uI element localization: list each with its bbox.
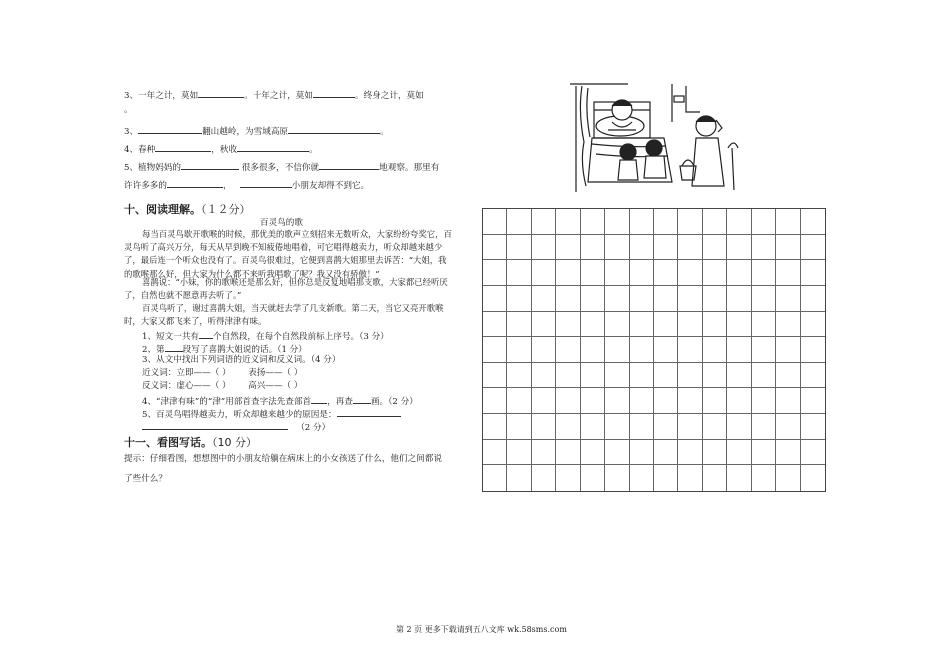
grid-cell[interactable] [581,235,605,261]
question-text: 画。（2 分） [370,397,418,407]
question-text: 段写了喜鹊大姐说的话。（1 分） [182,345,307,355]
fill-text: 。 [380,127,389,137]
fill-text: 。 [309,145,318,155]
grid-cell[interactable] [556,465,580,491]
blank-field[interactable] [167,178,223,188]
fill-text: 5、植物妈妈的 [124,163,182,173]
grid-cell[interactable] [507,388,531,414]
grid-cell[interactable] [532,235,556,261]
grid-cell[interactable] [483,286,507,312]
grid-cell[interactable] [727,209,751,235]
hint-line-2: 了些什么？ [124,474,167,484]
grid-cell[interactable] [605,286,629,312]
grid-cell[interactable] [556,337,580,363]
question-5 [142,407,401,421]
grid-cell[interactable] [630,414,654,440]
grid-cell[interactable] [678,388,702,414]
grid-cell[interactable] [801,337,825,363]
grid-cell[interactable] [630,312,654,338]
section-score: （１２分） [201,203,251,216]
question-text: 1、短文一共有 [142,332,200,342]
grid-cell[interactable] [532,414,556,440]
grid-cell[interactable] [630,337,654,363]
grid-cell[interactable] [605,414,629,440]
grid-cell[interactable] [605,235,629,261]
synonym-item: 表扬——（ ） [248,368,303,378]
section-score: （10 分） [212,436,257,449]
section-11-heading [124,434,257,450]
antonym-line [142,381,302,392]
grid-cell[interactable] [605,337,629,363]
fill-text: 小朋友却得不到它。 [291,181,370,191]
blank-field[interactable] [165,342,183,352]
grid-cell[interactable] [556,440,580,466]
grid-cell[interactable] [483,440,507,466]
grid-cell[interactable] [678,209,702,235]
grid-cell[interactable] [581,363,605,389]
fill-line-5 [124,178,369,192]
grid-cell[interactable] [605,312,629,338]
grid-cell[interactable] [532,209,556,235]
grid-cell[interactable] [703,465,727,491]
grid-cell[interactable] [483,312,507,338]
blank-field[interactable] [288,124,380,134]
grid-cell[interactable] [483,209,507,235]
grid-cell[interactable] [776,312,800,338]
grid-cell[interactable] [532,465,556,491]
grid-cell[interactable] [727,337,751,363]
grid-cell[interactable] [507,465,531,491]
grid-cell[interactable] [801,260,825,286]
grid-cell[interactable] [483,235,507,261]
grid-cell[interactable] [483,260,507,286]
grid-cell[interactable] [776,209,800,235]
grid-cell[interactable] [703,312,727,338]
section-title: 十、阅读理解。 [124,203,201,216]
grid-cell[interactable] [727,235,751,261]
blank-field[interactable] [337,407,401,417]
grid-cell[interactable] [507,209,531,235]
fill-text: ， [222,181,232,191]
blank-field[interactable] [237,142,309,152]
grid-cell[interactable] [727,388,751,414]
grid-cell[interactable] [776,414,800,440]
grid-cell[interactable] [605,363,629,389]
grid-cell[interactable] [630,465,654,491]
grid-cell[interactable] [776,388,800,414]
grid-cell[interactable] [776,260,800,286]
section-title: 十一、看图写话。 [124,436,212,449]
grid-cell[interactable] [581,286,605,312]
question-text: 5、百灵鸟唱得越卖力，听众却越来越少的原因是： [142,410,337,420]
grid-cell[interactable] [556,414,580,440]
antonym-item: 反义词：虚心——（ ） [142,381,231,391]
grid-cell[interactable] [507,440,531,466]
grid-cell[interactable] [678,363,702,389]
story-title: 百灵鸟的歌 [260,218,303,228]
blank-field[interactable] [138,124,202,134]
page-footer: 第 2 页 更多下载请到五八文库 wk.58sms.com [396,625,567,634]
grid-cell[interactable] [752,312,776,338]
synonym-item: 近义词：立即——（ ） [142,368,231,378]
fill-text: ，秋收 [211,145,238,155]
grid-cell[interactable] [532,260,556,286]
grid-cell[interactable] [556,388,580,414]
grid-cell[interactable] [532,363,556,389]
blank-field[interactable] [142,420,288,430]
grid-cell[interactable] [581,312,605,338]
grid-cell[interactable] [703,235,727,261]
question-4 [142,394,418,408]
grid-cell[interactable] [752,260,776,286]
fill-text: 4、春种 [124,145,156,155]
grid-cell[interactable] [654,312,678,338]
grid-cell[interactable] [752,235,776,261]
question-3: 3、从文中找出下列词语的近义词和反义词。（4 分） [142,355,341,365]
grid-cell[interactable] [776,363,800,389]
question-1 [142,329,389,343]
fill-text: 许许多多的 [124,181,167,191]
grid-cell[interactable] [581,260,605,286]
grid-cell[interactable] [654,414,678,440]
grid-cell[interactable] [581,465,605,491]
grid-cell[interactable] [654,465,678,491]
grid-cell[interactable] [654,260,678,286]
grid-cell[interactable] [605,260,629,286]
grid-cell[interactable] [776,337,800,363]
grid-cell[interactable] [678,312,702,338]
grid-cell[interactable] [556,363,580,389]
writing-grid-cells[interactable] [482,208,826,492]
fill-text: 。终身之计，莫如 [354,91,424,101]
blank-field[interactable] [311,394,327,404]
fill-text: 3、 [124,127,139,137]
synonym-line [142,368,302,379]
grid-cell[interactable] [654,388,678,414]
grid-cell[interactable] [703,363,727,389]
story-paragraph-2: 喜鹊说：“小妹，你的歌喉还是那么好，但你总是反复地唱那支歌，大家都已经听厌了，自然也就不愿意再去听了。” [124,277,448,301]
antonym-item: 高兴——（ ） [248,381,303,391]
story-paragraph-1: 每当百灵鸟歇开歌喉的时候，那优美的歌声立刻招来无数听众，大家纷纷夸奖它，百灵鸟听了高兴万分，每天从早到晚不知疲倦地唱着，可它唱得越卖力，听众却越来越少了，最后连一个听众也没有了。百灵鸟很难过，它便到喜鹊大姐那里去诉苦：“大姐，我的歌喉那么好，但大家为什么都不来听我唱歌了呢？我又没有骄傲！” [124,229,452,279]
grid-cell[interactable] [532,286,556,312]
blank-field[interactable] [198,88,244,98]
grid-cell[interactable] [507,312,531,338]
blank-field[interactable] [353,394,371,404]
grid-cell[interactable] [507,235,531,261]
grid-cell[interactable] [752,286,776,312]
grid-cell[interactable] [703,337,727,363]
grid-cell[interactable] [752,363,776,389]
grid-cell[interactable] [581,337,605,363]
grid-cell[interactable] [678,414,702,440]
question-text: ，再查 [327,397,353,407]
grid-cell[interactable] [581,388,605,414]
grid-cell[interactable] [752,465,776,491]
grid-cell[interactable] [727,363,751,389]
grid-cell[interactable] [678,260,702,286]
grid-cell[interactable] [752,388,776,414]
grid-cell[interactable] [556,312,580,338]
grid-cell[interactable] [727,260,751,286]
fill-line-4 [124,160,439,174]
fill-text: 翻山越岭，为雪域高原 [202,127,289,137]
grid-cell[interactable] [678,286,702,312]
grid-cell[interactable] [507,260,531,286]
grid-cell[interactable] [507,363,531,389]
grid-cell[interactable] [678,235,702,261]
question-score: （2 分） [296,423,331,433]
grid-cell[interactable] [532,312,556,338]
grid-cell[interactable] [507,337,531,363]
grid-cell[interactable] [752,414,776,440]
grid-cell[interactable] [727,440,751,466]
grid-cell[interactable] [654,286,678,312]
hint-line-1: 提示：仔细看图，想想图中的小朋友给躺在病床上的小女孩送了什么，他们之间都说 [124,454,442,464]
grid-cell[interactable] [581,440,605,466]
grid-cell[interactable] [556,286,580,312]
grid-cell[interactable] [801,465,825,491]
question-text: 4、“津津有味”的“津”用部首查字法先查部首 [142,397,312,407]
story-paragraph-3: 百灵鸟听了，谢过喜鹊大姐，当天就赶去学了几支新歌。第二天，当它又亮开歌喉时，大家又都飞来了，听得津津有味。 [124,303,444,327]
grid-cell[interactable] [678,465,702,491]
blank-field[interactable] [240,178,292,188]
grid-cell[interactable] [483,465,507,491]
grid-cell[interactable] [801,235,825,261]
blank-field[interactable] [155,142,211,152]
grid-cell[interactable] [654,337,678,363]
section-10-heading [124,201,251,217]
grid-cell[interactable] [703,286,727,312]
grid-cell[interactable] [752,440,776,466]
grid-cell[interactable] [776,440,800,466]
grid-cell[interactable] [727,286,751,312]
grid-cell[interactable] [483,337,507,363]
grid-cell[interactable] [605,388,629,414]
grid-cell[interactable] [654,440,678,466]
grid-cell[interactable] [532,440,556,466]
grid-cell[interactable] [556,209,580,235]
grid-cell[interactable] [703,388,727,414]
grid-cell[interactable] [630,363,654,389]
grid-cell[interactable] [801,312,825,338]
grid-cell[interactable] [630,388,654,414]
grid-cell[interactable] [703,414,727,440]
grid-cell[interactable] [630,235,654,261]
question-2 [142,342,307,356]
grid-cell[interactable] [630,286,654,312]
blank-field[interactable] [199,329,213,339]
grid-cell[interactable] [556,260,580,286]
grid-cell[interactable] [605,465,629,491]
grid-cell[interactable] [605,209,629,235]
grid-cell[interactable] [727,414,751,440]
grid-cell[interactable] [752,209,776,235]
grid-cell[interactable] [752,337,776,363]
grid-cell[interactable] [654,363,678,389]
blank-field[interactable] [313,88,355,98]
fill-text: 很多很多，不信你就 [241,163,320,173]
grid-cell[interactable] [581,209,605,235]
fill-text: 。十年之计，莫如 [244,91,313,101]
grid-cell[interactable] [532,337,556,363]
grid-cell[interactable] [703,209,727,235]
grid-cell[interactable] [605,440,629,466]
fill-line-1 [124,88,424,102]
grid-cell[interactable] [483,414,507,440]
grid-cell[interactable] [556,235,580,261]
grid-cell[interactable] [630,209,654,235]
grid-cell[interactable] [727,465,751,491]
grid-cell[interactable] [776,465,800,491]
fill-line-3 [124,142,318,156]
blank-field[interactable] [319,160,379,170]
grid-cell[interactable] [727,312,751,338]
fill-line-2 [124,124,389,138]
grid-cell[interactable] [678,440,702,466]
grid-cell[interactable] [801,286,825,312]
grid-cell[interactable] [776,235,800,261]
grid-cell[interactable] [776,286,800,312]
grid-cell[interactable] [801,363,825,389]
grid-cell[interactable] [630,440,654,466]
sick-girl-visit-illustration [568,82,746,194]
grid-cell[interactable] [654,235,678,261]
grid-cell[interactable] [507,414,531,440]
grid-cell[interactable] [801,388,825,414]
fill-line-1-tail: 。 [124,105,133,115]
grid-cell[interactable] [801,414,825,440]
question-text: 个自然段，在每个自然段前标上序号。（3 分） [213,332,389,342]
grid-cell[interactable] [801,440,825,466]
grid-cell[interactable] [654,209,678,235]
grid-cell[interactable] [532,388,556,414]
grid-cell[interactable] [678,337,702,363]
grid-cell[interactable] [581,414,605,440]
writing-grid[interactable] [482,208,826,492]
question-text: 2、第 [142,345,165,355]
grid-cell[interactable] [507,286,531,312]
grid-cell[interactable] [801,209,825,235]
question-5-line-2 [142,420,330,434]
grid-cell[interactable] [703,440,727,466]
blank-field[interactable] [181,160,239,170]
grid-cell[interactable] [703,260,727,286]
fill-text: 地观察。那里有 [379,163,440,173]
fill-text: 3、一年之计，莫如 [124,91,199,101]
grid-cell[interactable] [483,388,507,414]
grid-cell[interactable] [630,260,654,286]
grid-cell[interactable] [483,363,507,389]
